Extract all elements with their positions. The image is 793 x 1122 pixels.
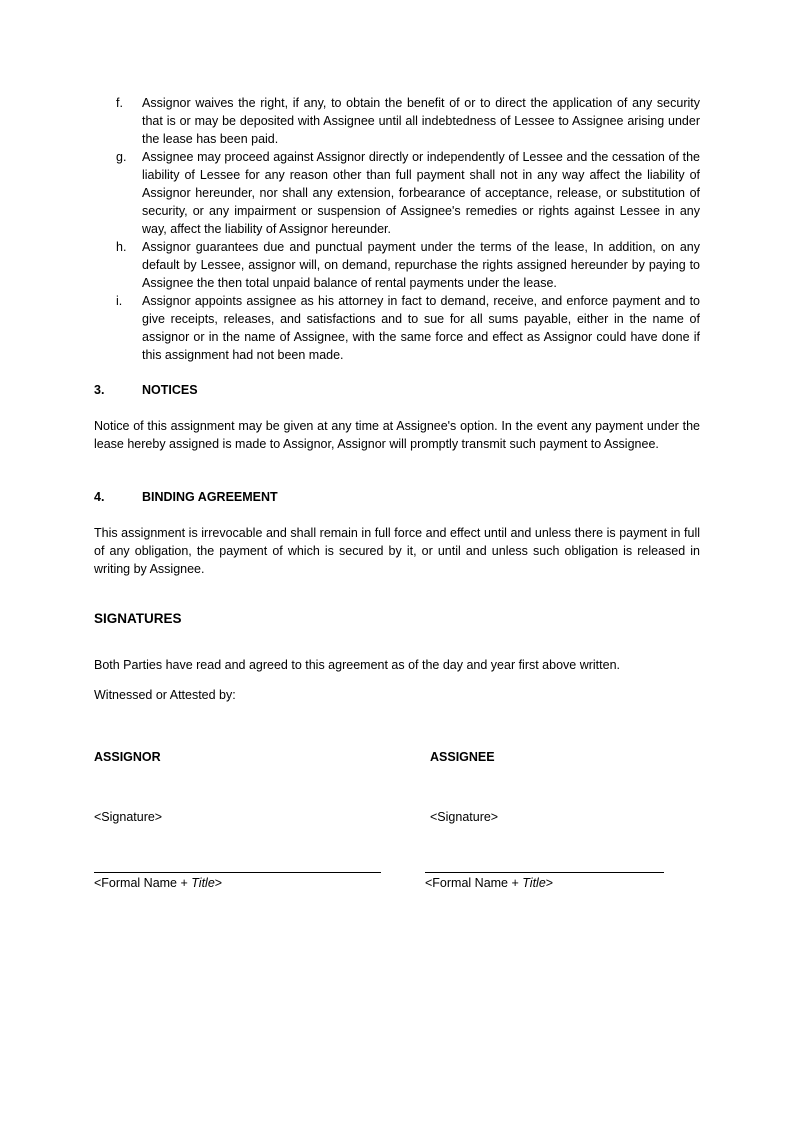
signatures-title: SIGNATURES [94, 611, 182, 626]
lettered-list [94, 94, 700, 364]
section-title: NOTICES [142, 383, 198, 397]
binding-agreement-heading [94, 488, 278, 506]
formal-name-suffix: > [214, 876, 223, 890]
list-item [94, 238, 700, 292]
witness-statement: Witnessed or Attested by: [94, 688, 236, 702]
notices-paragraph: Notice of this assignment may be given at any time at Assignee's option. In the event any payment under the lease hereby assigned is made to Assignor, Assignor will promptly transmit such payment to Assignee. [94, 419, 700, 451]
list-marker: i. [116, 294, 123, 308]
section-number: 4. [94, 490, 105, 504]
section-title: BINDING AGREEMENT [142, 490, 278, 504]
list-item [94, 148, 700, 238]
assignor-signature-placeholder: <Signature> [94, 810, 163, 824]
assignor-signature-line [94, 872, 381, 873]
list-item [94, 94, 700, 148]
binding-agreement-paragraph: This assignment is irrevocable and shall remain in full force and effect until and unless there is payment in full of any obligation, the payment of which is secured by it, or until and unless such obligation is released in writing by Assignee. [94, 526, 700, 576]
list-item-text: Assignor waives the right, if any, to obtain the benefit of or to direct the application of any security that is or may be deposited with Assignee until all indebtedness of Lessee to Assignee arising under the lease has been paid. [142, 96, 700, 146]
list-marker: h. [116, 240, 127, 254]
assignor-formal-name [94, 874, 222, 892]
formal-name-title: Title [191, 876, 215, 890]
list-item-text: Assignee may proceed against Assignor directly or independently of Lessee and the cessation of the liability of Lessee for any reason other than full payment shall not in any way affect the liability of Assignor hereunder, nor shall any extension, forbearance of acceptance, release, or substitution of security, or any impairment or suspension of Assignee's remedies or rights against Lessee in any way, affect the liability of Assignor hereunder. [142, 150, 700, 236]
list-item-text: Assignor appoints assignee as his attorney in fact to demand, receive, and enforce payment and to give receipts, releases, and satisfactions and to sue for all sums payable, either in the name of assignor or in the name of Assignee, with the same force and effect as Assignor could have done if this assignment had not been made. [142, 294, 700, 362]
assignee-signature-placeholder: <Signature> [430, 810, 499, 824]
list-marker: g. [116, 150, 127, 164]
agreement-statement: Both Parties have read and agreed to this agreement as of the day and year first above written. [94, 658, 621, 672]
assignor-label: ASSIGNOR [94, 750, 161, 764]
section-number: 3. [94, 383, 105, 397]
formal-name-prefix: <Formal Name + [425, 876, 523, 890]
list-item [94, 292, 700, 364]
formal-name-prefix: <Formal Name + [94, 876, 192, 890]
formal-name-suffix: > [545, 876, 554, 890]
assignee-label: ASSIGNEE [430, 750, 495, 764]
assignee-formal-name [425, 874, 553, 892]
assignee-signature-line [425, 872, 664, 873]
formal-name-title: Title [522, 876, 546, 890]
list-marker: f. [116, 96, 123, 110]
notices-heading [94, 381, 198, 399]
list-item-text: Assignor guarantees due and punctual payment under the terms of the lease, In addition, on any default by Lessee, assignor will, on demand, repurchase the rights assigned hereunder by paying to Assignee the then total unpaid balance of rental payments under the lease. [142, 240, 700, 290]
